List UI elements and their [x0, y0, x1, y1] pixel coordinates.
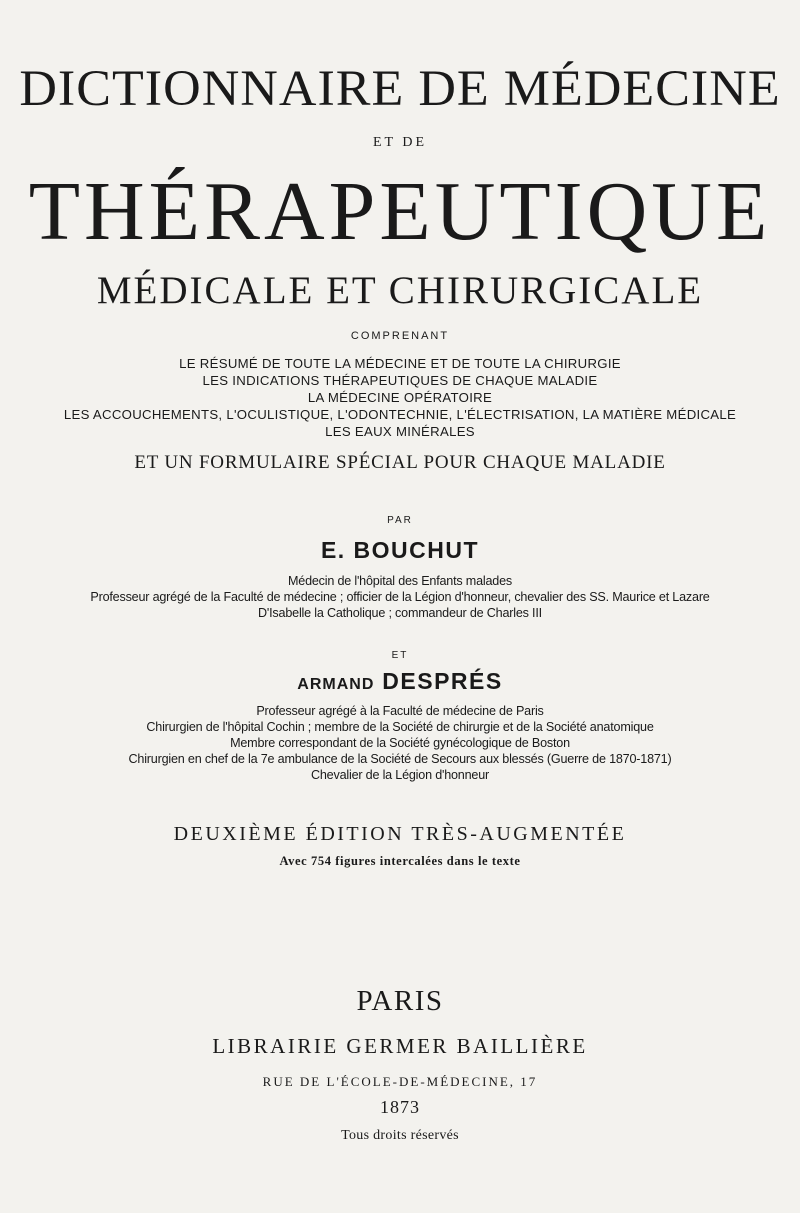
edition-label: DEUXIÈME ÉDITION TRÈS-AUGMENTÉE	[173, 823, 627, 845]
main-title: DICTIONNAIRE DE MÉDECINE	[19, 61, 781, 117]
author1-name: E. BOUCHUT	[320, 537, 480, 563]
author2-credential: Chirurgien de l'hôpital Cochin ; membre de la Société de chirurgie et de la Société anatomique	[146, 720, 654, 734]
imprint-publisher: LIBRAIRIE GERMER BAILLIÈRE	[212, 1034, 588, 1058]
formulary-line: ET UN FORMULAIRE SPÉCIAL POUR CHAQUE MALADIE	[134, 452, 666, 473]
author2-last-name: DESPRÉS	[382, 668, 503, 694]
title-conjunction: ET DE	[372, 135, 427, 150]
author2-credential: Chirurgien en chef de la 7e ambulance de la Société de Secours aux blessés (Guerre de 1870-1871)	[128, 752, 672, 766]
figures-note: Avec 754 figures intercalées dans le texte	[279, 854, 521, 868]
contents-item: LES ACCOUCHEMENTS, L'OCULISTIQUE, L'ODONTECHNIE, L'ÉLECTRISATION, LA MATIÈRE MÉDICALE	[63, 407, 737, 422]
author2-first-name: ARMAND	[297, 676, 375, 693]
contents-intro: COMPRENANT	[350, 330, 450, 342]
author1-credential: D'Isabelle la Catholique ; commandeur de Charles III	[258, 606, 542, 620]
author2-name	[0, 668, 800, 695]
and-label: ET	[391, 650, 409, 661]
by-label: PAR	[387, 515, 413, 526]
author2-credential: Professeur agrégé à la Faculté de médecine de Paris	[256, 704, 544, 718]
imprint-city: PARIS	[356, 985, 444, 1017]
title-therapeutique: THÉRAPEUTIQUE	[28, 165, 772, 258]
author1-credential: Médecin de l'hôpital des Enfants malades	[287, 574, 513, 588]
contents-item: LES EAUX MINÉRALES	[325, 424, 475, 439]
contents-item: LA MÉDECINE OPÉRATOIRE	[307, 390, 493, 405]
subtitle: MÉDICALE ET CHIRURGICALE	[96, 269, 704, 312]
rights-notice: Tous droits réservés	[341, 1128, 459, 1143]
author2-credential: Membre correspondant de la Société gynécologique de Boston	[230, 736, 570, 750]
imprint-address: RUE DE L'ÉCOLE-DE-MÉDECINE, 17	[262, 1074, 538, 1089]
contents-item: LES INDICATIONS THÉRAPEUTIQUES DE CHAQUE MALADIE	[202, 373, 598, 388]
author2-credential: Chevalier de la Légion d'honneur	[310, 768, 490, 782]
imprint-year: 1873	[380, 1097, 420, 1117]
author1-credential: Professeur agrégé de la Faculté de médecine ; officier de la Légion d'honneur, chevalier des SS. Maurice et Lazare	[90, 590, 710, 604]
contents-item: LE RÉSUMÉ DE TOUTE LA MÉDECINE ET DE TOUTE LA CHIRURGIE	[179, 356, 621, 371]
